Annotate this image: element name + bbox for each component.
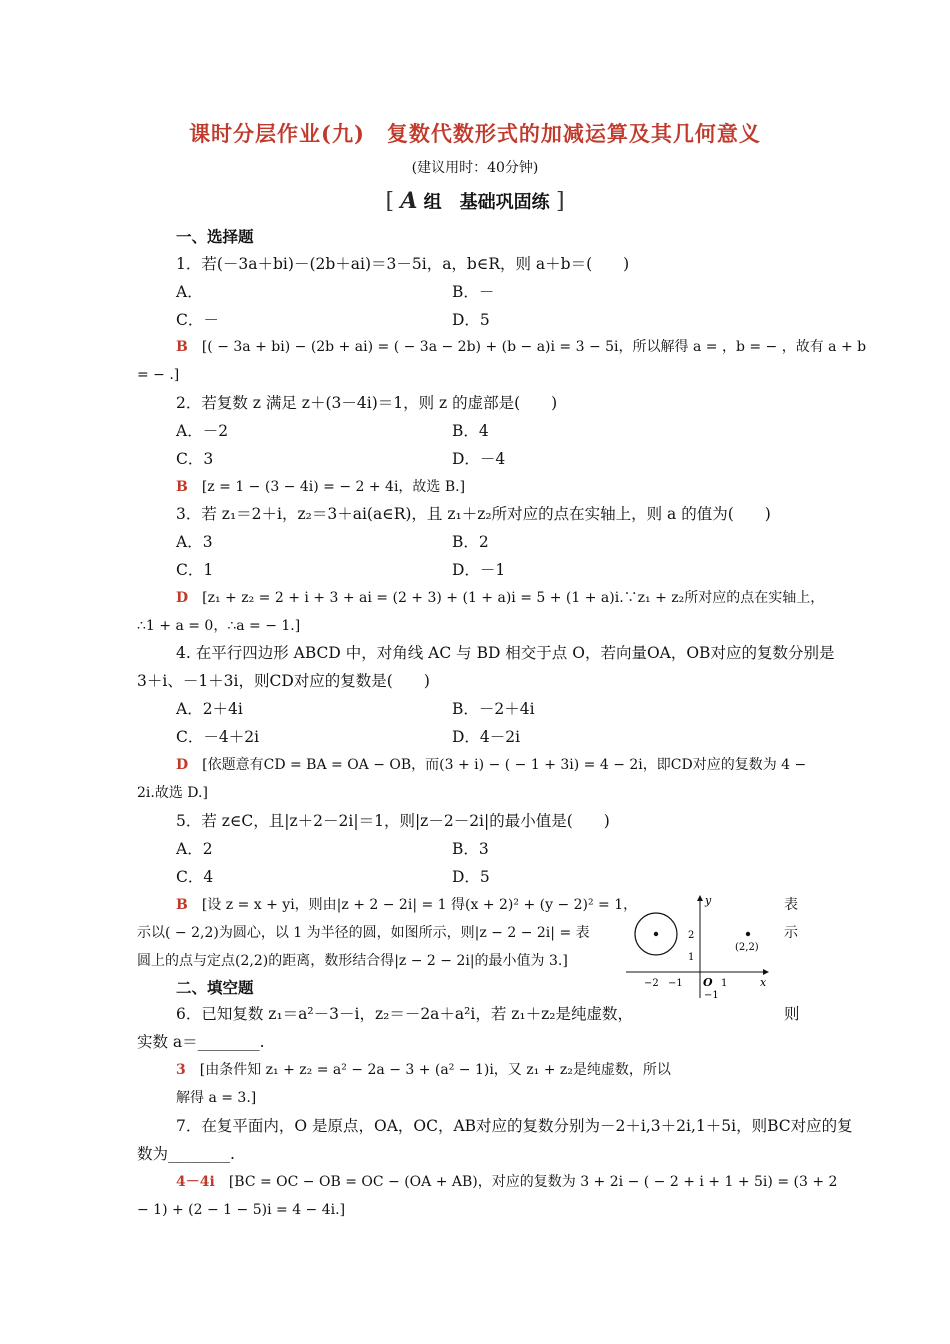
q1-solution-end: = − .] [137,367,180,383]
q7-solution [176,1171,837,1193]
group-label: 组 基础巩固练 [423,192,550,213]
q2-stem: 2．若复数 z 满足 z＋(3－4i)＝1，则 z 的虚部是( ) [176,394,558,412]
point-label: (2,2) [735,942,759,953]
q5-option-a: A．2 [176,840,213,858]
q4-option-b: B．－2＋4i [452,700,535,718]
q4-solution [176,754,806,776]
q5-solution [176,894,637,916]
section-fill: 二、填空题 [176,978,254,997]
tick-x-1: 1 [721,978,728,989]
q1-solution [176,336,866,358]
q6-stem-cont: 实数 a＝________. [137,1033,265,1051]
q1-option-d: D．5 [452,311,490,329]
q5-stem: 5．若 z∈C，且|z＋2－2i|＝1，则|z－2－2i|的最小值是( ) [176,812,610,830]
q5-solution-line3: 圆上的点与定点(2,2)的距离，数形结合得|z − 2 − 2i|的最小值为 3.] [137,953,568,969]
tick-y-1: 1 [688,952,695,963]
q4-option-c: C．－4＋2i [176,728,260,746]
q4-stem-cont: 3＋i、－1＋3i，则CD对应的复数是( ) [137,672,430,690]
q5-solution-line2: 示以( − 2,2)为圆心，以 1 为半径的圆，如图所示，则|z − 2 − 2i| = 表 [137,925,590,941]
q4-stem: 4. 在平行四边形 ABCD 中，对角线 AC 与 BD 相交于点 O，若向量OA，OB对应的复数分别是 [176,644,835,662]
x-label: x [760,976,767,989]
circle-figure [622,890,772,1002]
group-letter: A [400,188,418,214]
q6-stem-wrap: 则 [784,1005,800,1023]
q2-solution [176,476,465,498]
q3-option-a: A．3 [176,533,213,551]
q3-answer: D [176,590,189,606]
q2-answer: B [176,479,188,495]
q2-option-c: C．3 [176,450,214,468]
q1-option-c: C．－ [176,311,219,329]
q4-option-a: A．2＋4i [176,700,243,718]
q2-solution-text: [z = 1 − (3 − 4i) = − 2 + 4i，故选 B.] [201,479,466,495]
circle-center [654,932,658,936]
q1-answer: B [176,339,188,355]
tick-x-neg2: −2 [644,978,659,989]
q4-solution-text: [依题意有CD = BA = OA − OB，而(3 + i) − ( − 1 + 3i) = 4 − 2i，即CD对应的复数为 4 − [202,757,807,773]
tick-y-2: 2 [688,930,695,941]
group-heading [0,188,950,214]
q3-solution-text: [z₁ + z₂ = 2 + i + 3 + ai = (2 + 3) + (1 + a)i = 5 + (1 + a)i.∵z₁ + z₂所对应的点在实轴上， [202,590,825,606]
page-title: 课时分层作业(九) 复数代数形式的加减运算及其几何意义 [189,121,761,146]
group-close-bracket: ] [555,189,565,214]
group-open-bracket: [ [385,189,395,214]
tick-y-neg1: −1 [704,990,719,1001]
q6-solution-text: [由条件知 z₁ + z₂ = a² − 2a − 3 + (a² − 1)i，又 z₁ + z₂是纯虚数，所以 [199,1062,671,1078]
q7-stem-cont: 数为________. [137,1145,235,1163]
section-choice: 一、选择题 [176,227,254,246]
q3-solution-end: ∴1 + a = 0，∴a = − 1.] [137,618,301,634]
q1-option-b: B．－ [452,283,495,301]
q4-option-d: D．4－2i [452,728,521,746]
q5-option-d: D．5 [452,868,490,886]
q3-solution [176,587,824,609]
q2-option-a: A．－2 [176,422,229,440]
q5-answer: B [176,897,188,913]
q2-option-b: B．4 [452,422,489,440]
q6-stem: 6．已知复数 z₁＝a²－3－i，z₂＝－2a＋a²i，若 z₁＋z₂是纯虚数， [176,1005,634,1023]
q4-solution-end: 2i.故选 D.] [137,785,208,801]
tick-x-neg1: −1 [668,978,683,989]
q5-option-c: C．4 [176,868,214,886]
q5-solution-text: [设 z = x + yi，则由|z + 2 − 2i| = 1 得(x + 2)² + (y − 2)² = 1， [201,897,638,913]
q4-answer: D [176,757,189,773]
q7-solution-end: − 1) + (2 − 1 − 5)i = 4 − 4i.] [137,1202,346,1218]
q7-stem: 7．在复平面内，O 是原点，OA，OC，AB对应的复数分别为－2＋i,3＋2i,1＋5i，则BC对应的复 [176,1117,853,1135]
q5-option-b: B．3 [452,840,489,858]
q7-answer: 4－4i [176,1174,215,1190]
q6-answer: 3 [176,1062,186,1078]
y-label: y [705,894,712,907]
q6-solution [176,1059,671,1081]
q5-solution-wrap-2: 示 [784,925,798,941]
q1-solution-text: [( − 3a + bi) − (2b + ai) = ( − 3a − 2b) + (b − a)i = 3 − 5i，所以解得 a = ，b = − ，故有 a + b [201,339,867,355]
origin-label: O [703,976,713,989]
q3-stem: 3．若 z₁＝2＋i，z₂＝3＋ai(a∈R)，且 z₁＋z₂所对应的点在实轴上，则 a 的值为( ) [176,505,771,523]
time-hint: (建议用时：40分钟) [411,160,539,176]
q6-solution-end: 解得 a = 3.] [176,1090,257,1106]
q5-solution-wrap-1: 表 [784,897,798,913]
q3-option-d: D．－1 [452,561,506,579]
q1-option-a: A． [176,283,203,301]
q7-solution-text: [BC = OC − OB = OC − (OA + AB)，对应的复数为 3 + 2i − ( − 2 + i + 1 + 5i) = (3 + 2 [228,1174,838,1190]
fixed-point [746,932,750,936]
q2-option-d: D．－4 [452,450,506,468]
q3-option-b: B．2 [452,533,489,551]
q1-stem: 1．若(－3a＋bi)－(2b＋ai)＝3－5i，a，b∈R，则 a＋b＝( ) [176,255,630,273]
q3-option-c: C．1 [176,561,214,579]
